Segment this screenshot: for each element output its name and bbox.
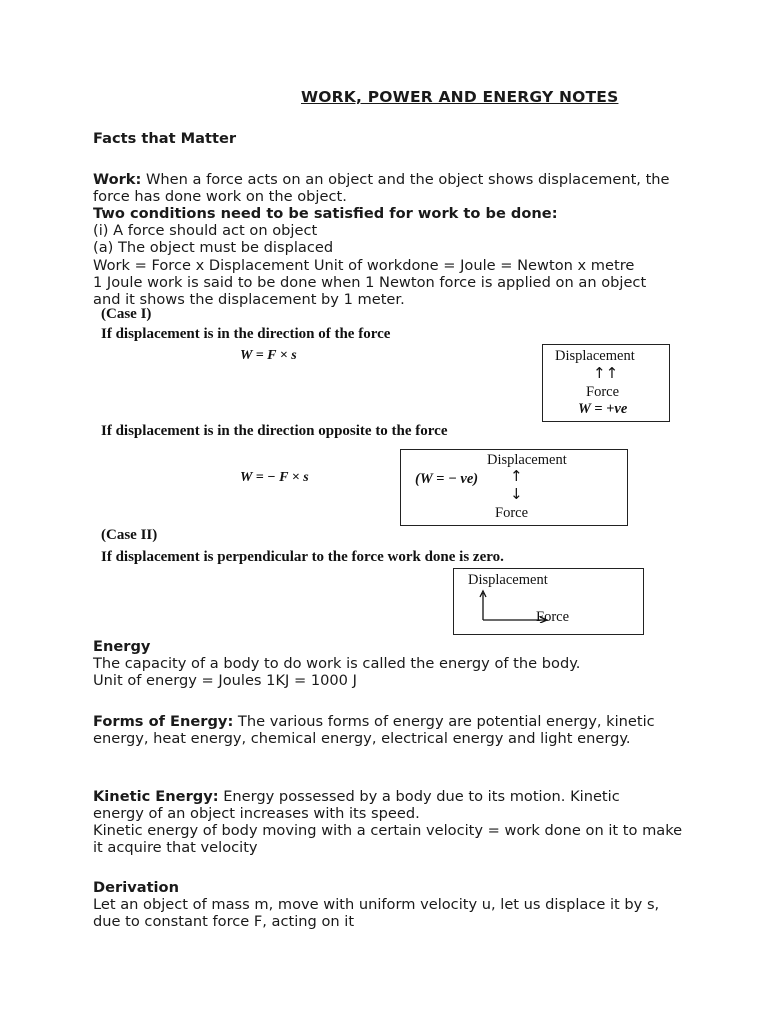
box2-result-label: (W = − ve)	[415, 471, 479, 487]
work-label: Work:	[93, 171, 142, 188]
energy-definition: The capacity of a body to do work is called the energy of the body.	[93, 655, 581, 672]
case-2-perpendicular-line: If displacement is perpendicular to the force work done is zero.	[101, 549, 504, 565]
down-arrow-icon: ↓	[510, 485, 523, 503]
equation-negative-work: W = − F × s	[240, 470, 309, 485]
energy-unit: Unit of energy = Joules 1KJ = 1000 J	[93, 672, 357, 689]
forms-label: Forms of Energy:	[93, 713, 234, 730]
case-1-label: (Case I)	[101, 306, 152, 322]
joule-definition: 1 Joule work is said to be done when 1 Newton force is applied on an object and it shows the displacement by 1 meter.	[93, 274, 647, 308]
energy-heading: Energy	[93, 638, 151, 655]
diagram-box-perpendicular	[453, 568, 644, 635]
diagram-box-positive	[542, 344, 670, 422]
up-up-arrows-icon: ↑↑	[593, 364, 619, 382]
kinetic-label: Kinetic Energy:	[93, 788, 219, 805]
derivation-text: Let an object of mass m, move with uniform velocity u, let us displace it by s, due to constant force F, acting on it	[93, 896, 660, 930]
box3-displacement-label: Displacement	[468, 572, 548, 588]
kinetic-text: Energy possessed by a body due to its motion. Kinetic energy of an object increases with its speed.	[93, 788, 620, 822]
forms-of-energy	[93, 713, 673, 747]
box3-force-label: Force	[536, 609, 570, 625]
work-text: When a force acts on an object and the object shows displacement, the force has done work on the object.	[93, 171, 670, 205]
work-definition	[93, 171, 693, 205]
box2-force-label: Force	[495, 505, 529, 521]
kinetic-energy-definition	[93, 788, 673, 822]
up-arrow-icon: ↑	[510, 467, 523, 485]
condition-2: (a) The object must be displaced	[93, 239, 334, 256]
page-title: WORK, POWER AND ENERGY NOTES	[301, 88, 619, 106]
equation-positive-work: W = F × s	[240, 348, 297, 363]
diagram-box-negative	[400, 449, 628, 526]
forms-text: The various forms of energy are potential energy, kinetic energy, heat energy, chemical energy, electrical energy and light energy.	[93, 713, 655, 747]
box1-force-label: Force	[586, 384, 620, 400]
work-formula-line: Work = Force x Displacement Unit of workdone = Joule = Newton x metre	[93, 257, 635, 274]
box1-displacement-label: Displacement	[555, 348, 635, 364]
box1-result-label: W = +ve	[578, 401, 628, 417]
case-1-direction-line: If displacement is in the direction of the force	[101, 326, 391, 342]
derivation-heading: Derivation	[93, 879, 179, 896]
kinetic-energy-work-relation: Kinetic energy of body moving with a certain velocity = work done on it to make it acquire that velocity	[93, 822, 683, 856]
box2-displacement-label: Displacement	[487, 452, 567, 468]
case-2-label: (Case II)	[101, 527, 158, 543]
conditions-heading: Two conditions need to be satisfied for work to be done:	[93, 205, 558, 222]
section-heading-facts: Facts that Matter	[93, 130, 237, 147]
case-1-opposite-line: If displacement is in the direction opposite to the force	[101, 423, 448, 439]
condition-1: (i) A force should act on object	[93, 222, 318, 239]
